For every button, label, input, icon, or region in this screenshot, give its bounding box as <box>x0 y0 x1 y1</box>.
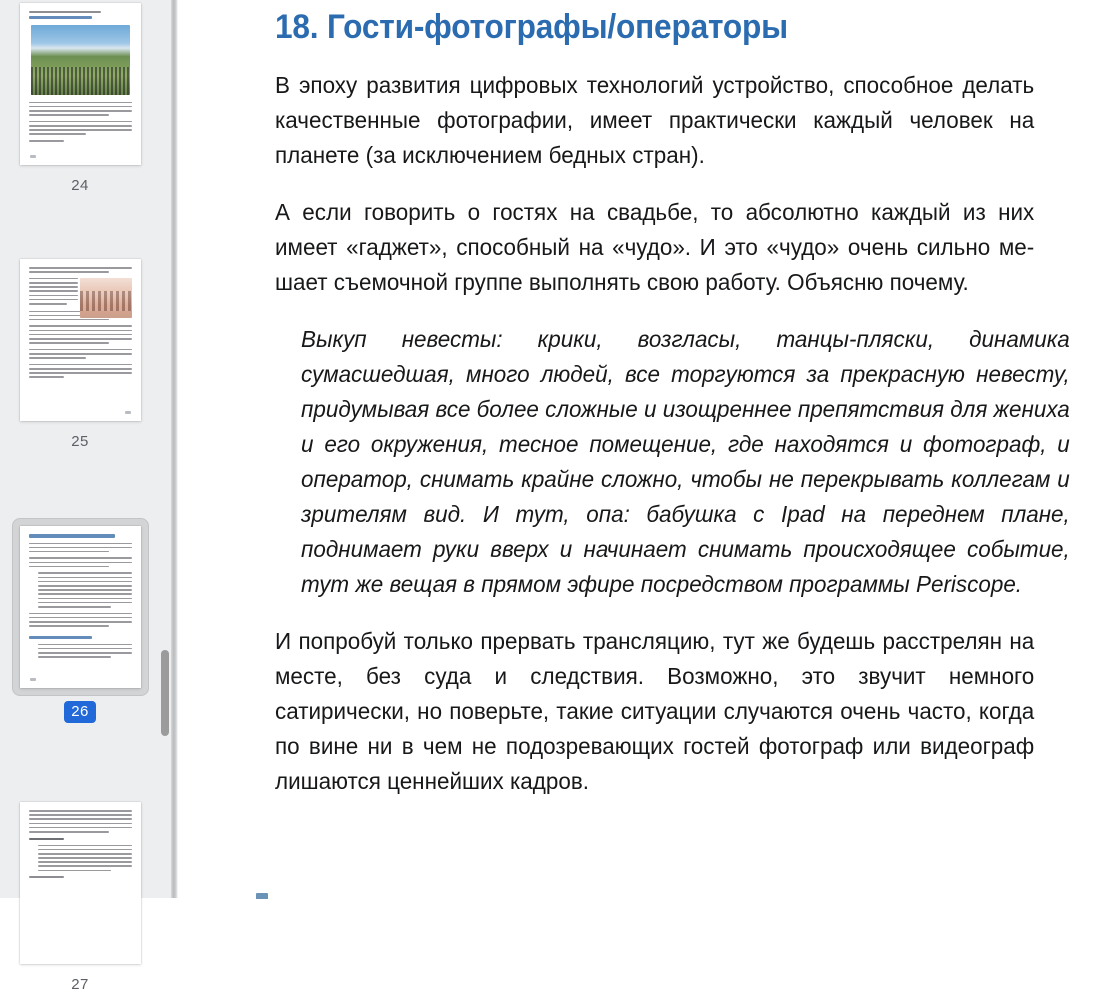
mini-text-line <box>29 814 132 816</box>
thumbnail-mini-content <box>20 259 141 421</box>
thumbnail-mini-content <box>20 3 141 165</box>
mini-blockquote <box>29 572 132 607</box>
thumbnail-mini-content <box>20 526 141 688</box>
thumbnail-photo-wedding <box>31 25 130 95</box>
mini-text-line <box>38 849 132 851</box>
mini-text-line <box>29 271 109 273</box>
mini-paragraph <box>29 102 132 116</box>
page-thumbnail-sidebar <box>0 0 178 993</box>
mini-paragraph <box>29 557 132 567</box>
mini-text-line <box>38 572 132 574</box>
mini-text-line <box>29 376 64 378</box>
mini-text-line <box>38 845 132 847</box>
pullquote-text: Выкуп невесты: крики, возгласы, танцы-пляски, динамика сумасшедшая, много людей, все торгуются за прекрасную невесту, придумывая все более сложные и изощреннее препятствия для жениха и его окружения, тесное помещение, где находятся и фотограф, и оператор, снимать крайне сложно, чтобы не перекрывать коллегам и зрителям вид. И тут, опа: бабушка с Ipad на переднем плане, поднимает руки вверх и начинает снимать происходящее событие, тут же вещая в прямом эфире посредством программы Periscope. <box>301 326 1070 598</box>
thumbnail-frame[interactable] <box>13 0 148 172</box>
mini-heading <box>29 636 93 639</box>
thumbnail-mini-content <box>20 802 141 964</box>
mini-heading <box>29 16 93 19</box>
mini-page-number <box>30 155 36 158</box>
mini-paragraph <box>29 267 132 273</box>
mini-text-line <box>29 621 132 623</box>
mini-page-number <box>30 678 36 681</box>
mini-text-line <box>29 364 132 366</box>
thumbnail-scroll-area[interactable] <box>0 0 160 993</box>
mini-text-line <box>38 577 132 579</box>
mini-paragraph <box>29 349 132 359</box>
thumbnail-page-preview <box>20 3 141 165</box>
mini-text-line <box>29 330 132 332</box>
mini-text-line <box>38 598 132 600</box>
mini-text-line <box>29 372 132 374</box>
mini-text-line <box>38 853 132 855</box>
thumbnail-frame-selected[interactable] <box>13 519 148 695</box>
mini-paragraph <box>29 613 132 627</box>
mini-paragraph <box>29 543 132 553</box>
thumbnail-page-27[interactable] <box>0 795 160 992</box>
mini-text-line <box>29 319 109 321</box>
mini-text-line <box>29 831 109 833</box>
pullquote-block <box>301 322 1070 602</box>
thumbnail-photo-people <box>80 278 132 318</box>
mini-text-line <box>38 585 132 587</box>
body-paragraph: И попробуй только прервать трансляцию, тут же будешь расстрелян на месте, без суда и следствия. Возможно, это звучит немного сатирически, но поверьте, такие ситуации случаются очень часто, когда по вине ни в чем не подозревающих гостей фотограф или видеограф лишаются ценнейших кадров. <box>275 628 1035 795</box>
mini-text-line <box>38 857 132 859</box>
mini-text-line <box>38 648 132 650</box>
mini-text-line <box>29 810 132 812</box>
mini-text-line <box>29 342 109 344</box>
body-paragraph: В эпоху развития цифровых технологий устройство, способное делать качественные фотографии, имеет практически каждый человек на планете (за исключением бедных стран). <box>275 72 1035 169</box>
mini-text-line <box>29 562 132 564</box>
mini-subheading <box>29 838 64 840</box>
thumbnail-page-label-active: 26 <box>64 701 96 723</box>
mini-paragraph <box>29 810 132 833</box>
mini-text-line <box>29 617 132 619</box>
mini-text-line <box>29 551 109 553</box>
mini-text-line <box>29 299 78 301</box>
mini-text-line <box>38 656 111 658</box>
mini-text-line <box>29 876 64 878</box>
thumbnail-page-24[interactable] <box>0 0 160 193</box>
mini-text-line <box>29 349 132 351</box>
page-content <box>275 0 1070 821</box>
body-paragraph: А если говорить о гостях на свадьбе, то абсолютно каждый из них имеет «гаджет», способный на «чудо». И это «чудо» очень сильно мешает съемочной группе выполнять свою работу. Объясню почему. <box>275 199 1035 296</box>
mini-text-line <box>29 357 87 359</box>
mini-paragraph-with-photo <box>29 278 132 305</box>
thumbnail-page-preview <box>20 259 141 421</box>
mini-text-line <box>29 11 101 13</box>
mini-text-line <box>29 133 87 135</box>
mini-text-line <box>29 557 132 559</box>
mini-text-line <box>38 581 132 583</box>
mini-page-number <box>125 411 131 414</box>
thumbnail-frame[interactable] <box>13 252 148 428</box>
mini-text-line <box>29 818 132 820</box>
mini-text-line <box>29 140 64 142</box>
mini-text-line <box>29 282 78 284</box>
mini-text-line <box>38 606 111 608</box>
mini-text-line <box>29 303 68 305</box>
mini-text-line <box>29 827 132 829</box>
mini-text-line <box>29 129 132 131</box>
mini-text-line <box>29 613 132 615</box>
mini-text-line <box>38 593 132 595</box>
mini-paragraph <box>29 364 132 378</box>
thumbnail-scrollbar-thumb[interactable] <box>161 650 169 736</box>
mini-text-line <box>29 566 109 568</box>
mini-text-line <box>38 652 132 654</box>
mini-heading <box>29 534 116 538</box>
mini-text-line <box>38 870 111 872</box>
next-section-heading-sliver <box>256 893 268 899</box>
sidebar-divider <box>171 0 178 898</box>
mini-text-line <box>29 125 132 127</box>
mini-text-line <box>29 543 132 545</box>
thumbnail-page-label: 24 <box>71 177 89 194</box>
thumbnail-page-25[interactable] <box>0 252 160 449</box>
mini-paragraph <box>29 121 132 135</box>
thumbnail-page-label: 27 <box>71 976 89 993</box>
mini-text-line <box>29 102 132 104</box>
mini-text-line <box>29 290 78 292</box>
mini-text-line <box>29 823 132 825</box>
mini-text-line <box>29 625 109 627</box>
mini-text-line <box>29 368 132 370</box>
thumbnail-page-label: 25 <box>71 433 89 450</box>
mini-paragraph <box>29 278 78 305</box>
reader-pane[interactable] <box>178 0 1110 898</box>
mini-text-line <box>38 602 132 604</box>
mini-text-line <box>29 121 132 123</box>
mini-text-line <box>29 286 78 288</box>
thumbnail-frame[interactable] <box>13 795 148 971</box>
mini-text-line <box>29 353 132 355</box>
thumbnail-page-preview <box>20 802 141 964</box>
mini-text-line <box>29 267 132 269</box>
mini-text-line <box>29 106 132 108</box>
mini-paragraph <box>29 644 132 658</box>
thumbnail-page-26[interactable] <box>0 519 160 723</box>
mini-text-line <box>29 547 132 549</box>
mini-text-line <box>38 861 132 863</box>
mini-text-line <box>29 295 78 297</box>
mini-text-line <box>38 865 132 867</box>
mini-paragraph <box>29 845 132 872</box>
chapter-title: 18. Гости-фотографы/операторы <box>275 8 788 46</box>
mini-text-line <box>38 644 132 646</box>
mini-text-line <box>29 325 132 327</box>
mini-text-line <box>29 338 132 340</box>
thumbnail-page-preview <box>20 526 141 688</box>
mini-text-line <box>29 110 132 112</box>
mini-text-line <box>29 114 109 116</box>
mini-text-line <box>29 334 132 336</box>
mini-paragraph <box>29 325 132 343</box>
mini-text-line <box>29 278 78 280</box>
thumbnail-scrollbar-track[interactable] <box>159 0 171 898</box>
mini-text-line <box>38 589 132 591</box>
